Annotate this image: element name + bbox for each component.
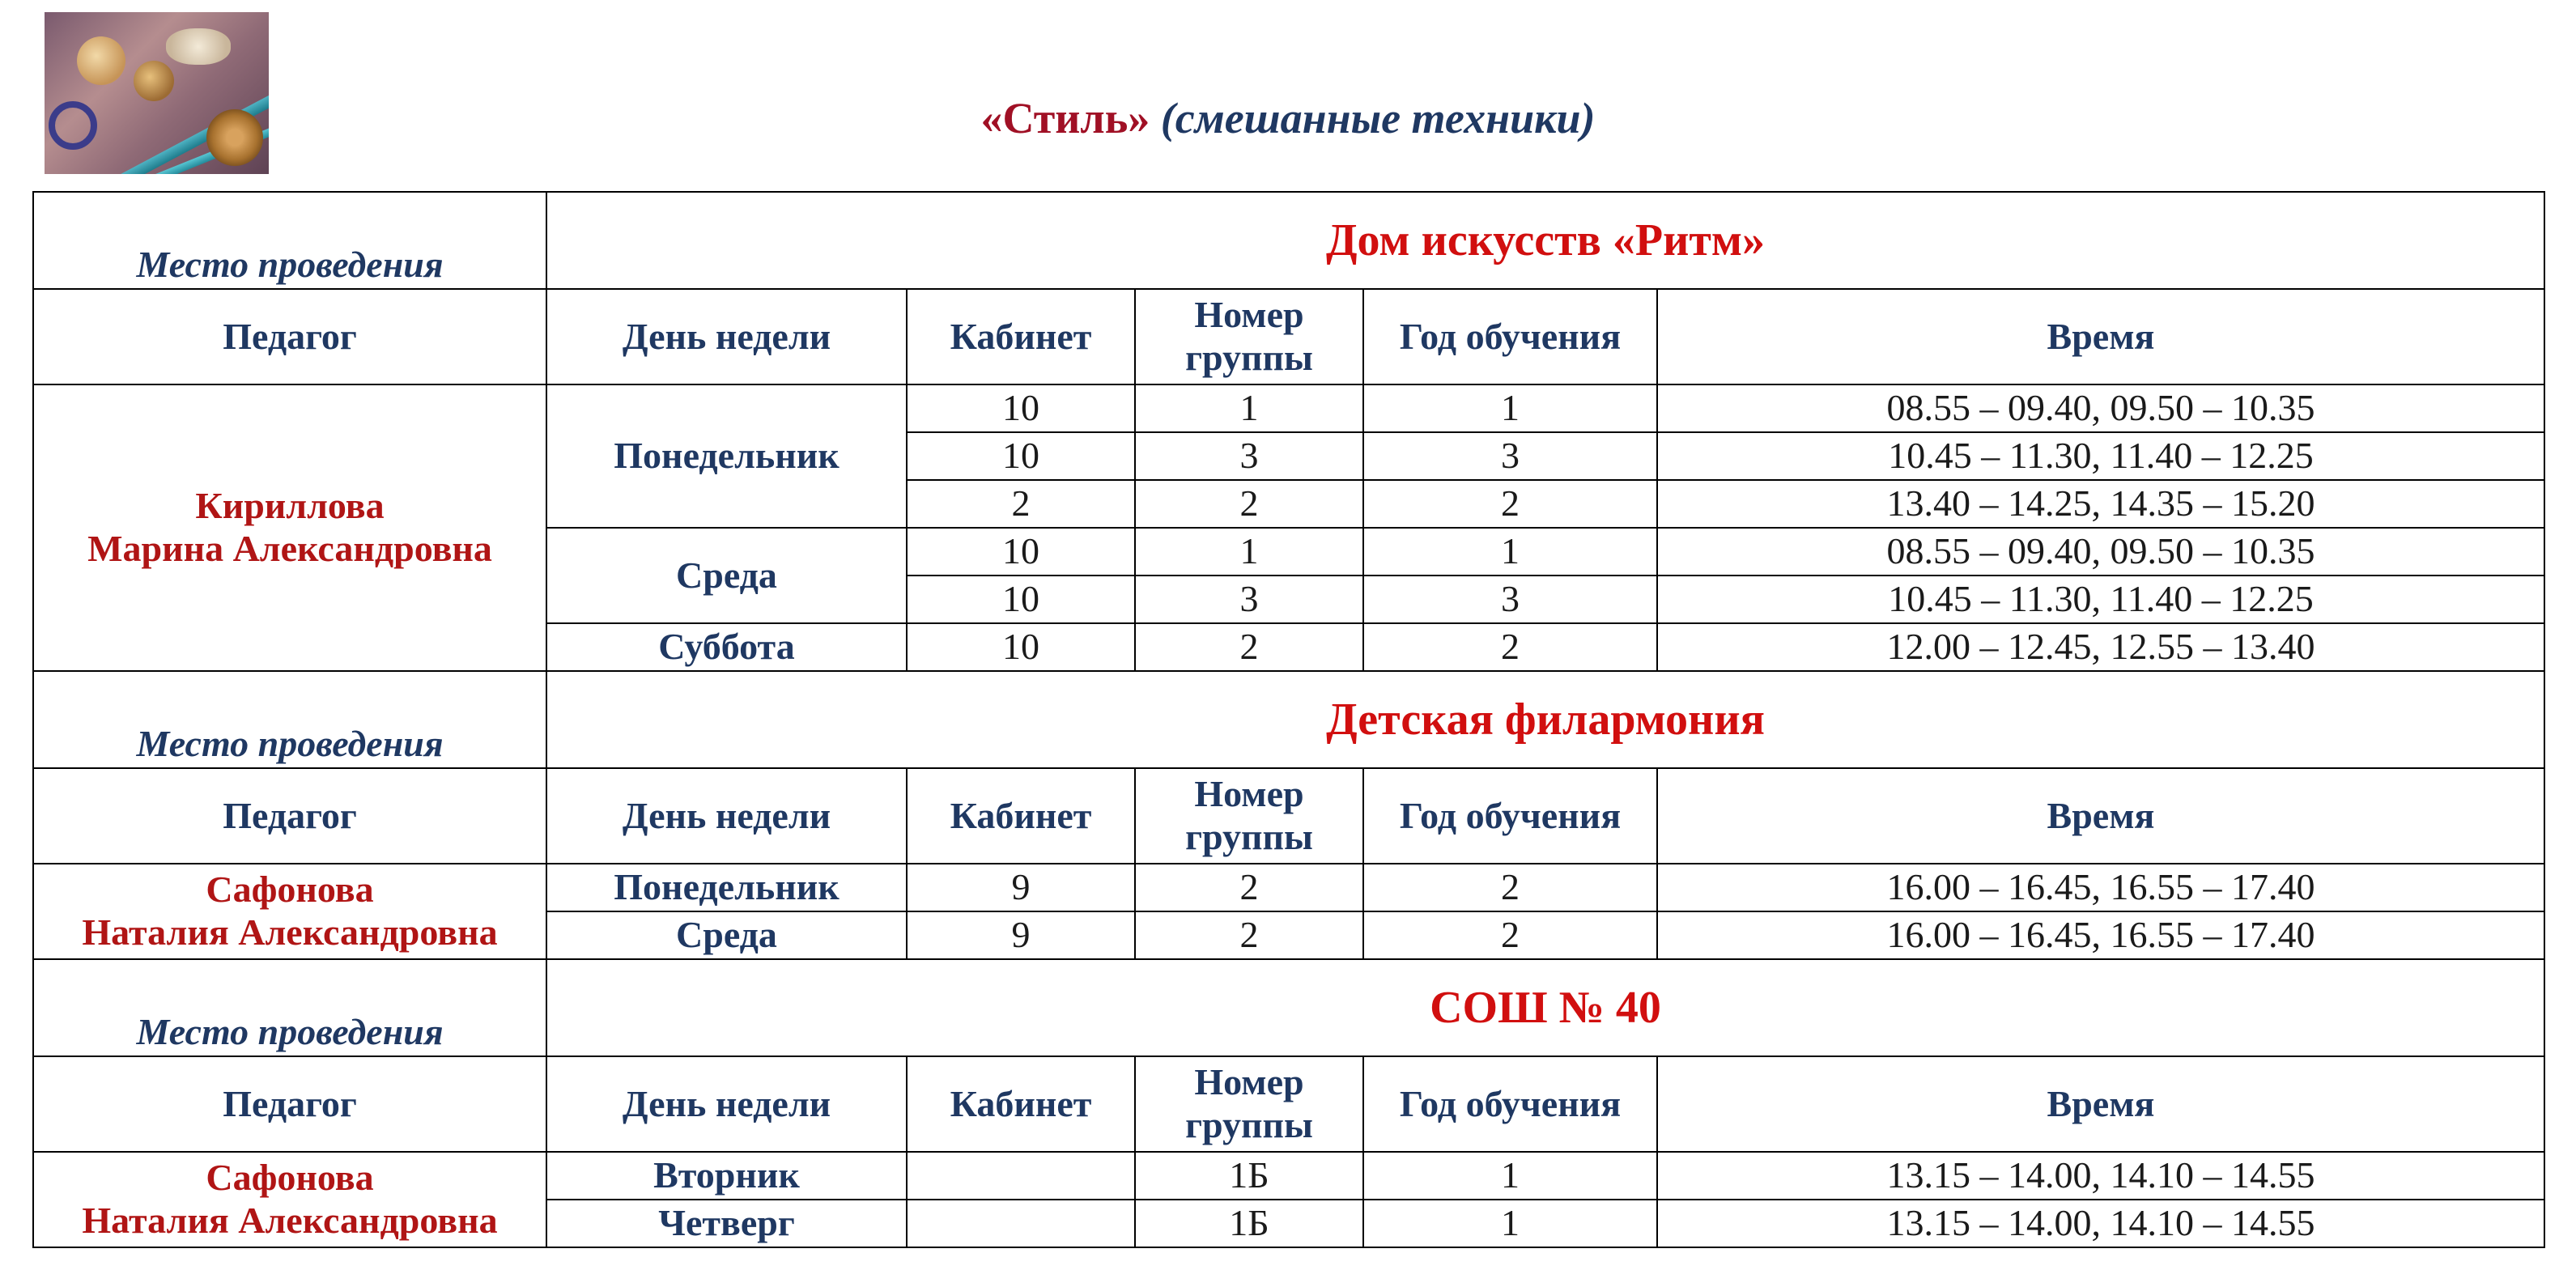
header-time: Время (1657, 768, 2544, 864)
venue-row (33, 959, 2544, 1056)
room-cell: 10 (907, 432, 1135, 480)
time-cell: 12.00 – 12.45, 12.55 – 13.40 (1657, 623, 2544, 671)
header-group (1135, 289, 1363, 384)
year-cell: 3 (1363, 576, 1657, 623)
teacher-name (33, 1152, 546, 1247)
header-group (1135, 1056, 1363, 1152)
day-cell: Вторник (546, 1152, 907, 1200)
header-group-line2: группы (1185, 816, 1313, 857)
time-cell: 13.15 – 14.00, 14.10 – 14.55 (1657, 1152, 2544, 1200)
group-cell: 1 (1135, 384, 1363, 432)
day-cell: Понедельник (546, 864, 907, 911)
room-cell: 10 (907, 623, 1135, 671)
header-year: Год обучения (1363, 1056, 1657, 1152)
time-cell: 16.00 – 16.45, 16.55 – 17.40 (1657, 911, 2544, 959)
title-subtitle: (смешанные техники) (1160, 94, 1596, 142)
day-cell: Понедельник (546, 384, 907, 528)
year-cell: 3 (1363, 432, 1657, 480)
venue-name: СОШ № 40 (546, 959, 2544, 1056)
teacher-surname: Кириллова (195, 485, 385, 527)
header-group-line1: Номер (1194, 294, 1304, 336)
time-cell: 08.55 – 09.40, 09.50 – 10.35 (1657, 528, 2544, 576)
header-year: Год обучения (1363, 289, 1657, 384)
table-row (33, 384, 2544, 432)
teacher-name (33, 384, 546, 671)
button-shape (77, 36, 125, 85)
header-teacher: Педагог (33, 289, 546, 384)
teacher-surname: Сафонова (206, 869, 374, 911)
table-row (33, 1152, 2544, 1200)
header-teacher: Педагог (33, 1056, 546, 1152)
group-cell: 3 (1135, 576, 1363, 623)
teacher-given-names: Наталия Александровна (82, 1200, 498, 1241)
header-row (33, 1056, 2544, 1152)
venue-name: Дом искусств «Ритм» (546, 192, 2544, 289)
venue-label: Место проведения (33, 959, 546, 1056)
venue-row (33, 671, 2544, 768)
group-cell: 3 (1135, 432, 1363, 480)
teacher-given-names: Марина Александровна (87, 528, 492, 569)
group-cell: 1Б (1135, 1200, 1363, 1247)
group-cell: 2 (1135, 623, 1363, 671)
year-cell: 2 (1363, 911, 1657, 959)
header-group-line2: группы (1185, 1104, 1313, 1145)
page-title (0, 93, 2576, 143)
teacher-given-names: Наталия Александровна (82, 911, 498, 953)
header-room: Кабинет (907, 768, 1135, 864)
header-room: Кабинет (907, 1056, 1135, 1152)
time-cell: 13.40 – 14.25, 14.35 – 15.20 (1657, 480, 2544, 528)
time-cell: 13.15 – 14.00, 14.10 – 14.55 (1657, 1200, 2544, 1247)
teacher-surname: Сафонова (206, 1157, 374, 1199)
table-row (33, 864, 2544, 911)
room-cell: 10 (907, 576, 1135, 623)
header-group-line2: группы (1185, 337, 1313, 378)
header-room: Кабинет (907, 289, 1135, 384)
group-cell: 1 (1135, 528, 1363, 576)
room-cell: 10 (907, 384, 1135, 432)
header-row (33, 289, 2544, 384)
room-cell (907, 1152, 1135, 1200)
schedule-body (33, 192, 2544, 1247)
header-group-line1: Номер (1194, 1061, 1304, 1103)
year-cell: 1 (1363, 384, 1657, 432)
year-cell: 2 (1363, 480, 1657, 528)
header-year: Год обучения (1363, 768, 1657, 864)
lace-shape (166, 28, 231, 65)
room-cell: 2 (907, 480, 1135, 528)
room-cell: 10 (907, 528, 1135, 576)
year-cell: 1 (1363, 1200, 1657, 1247)
group-cell: 2 (1135, 864, 1363, 911)
header-group-line1: Номер (1194, 773, 1304, 815)
header-day: День недели (546, 1056, 907, 1152)
time-cell: 10.45 – 11.30, 11.40 – 12.25 (1657, 432, 2544, 480)
time-cell: 08.55 – 09.40, 09.50 – 10.35 (1657, 384, 2544, 432)
header-group (1135, 768, 1363, 864)
header-time: Время (1657, 1056, 2544, 1152)
venue-name: Детская филармония (546, 671, 2544, 768)
header-row (33, 768, 2544, 864)
schedule-table (32, 191, 2545, 1248)
year-cell: 1 (1363, 528, 1657, 576)
year-cell: 2 (1363, 864, 1657, 911)
group-cell: 1Б (1135, 1152, 1363, 1200)
time-cell: 10.45 – 11.30, 11.40 – 12.25 (1657, 576, 2544, 623)
room-cell (907, 1200, 1135, 1247)
group-cell: 2 (1135, 480, 1363, 528)
day-cell: Четверг (546, 1200, 907, 1247)
day-cell: Среда (546, 528, 907, 623)
room-cell: 9 (907, 911, 1135, 959)
venue-label: Место проведения (33, 192, 546, 289)
time-cell: 16.00 – 16.45, 16.55 – 17.40 (1657, 864, 2544, 911)
group-cell: 2 (1135, 911, 1363, 959)
venue-row (33, 192, 2544, 289)
year-cell: 1 (1363, 1152, 1657, 1200)
teacher-name (33, 864, 546, 959)
header-day: День недели (546, 289, 907, 384)
title-name: «Стиль» (980, 94, 1150, 142)
day-cell: Среда (546, 911, 907, 959)
year-cell: 2 (1363, 623, 1657, 671)
venue-label: Место проведения (33, 671, 546, 768)
header-time: Время (1657, 289, 2544, 384)
header-day: День недели (546, 768, 907, 864)
header-teacher: Педагог (33, 768, 546, 864)
room-cell: 9 (907, 864, 1135, 911)
day-cell: Суббота (546, 623, 907, 671)
